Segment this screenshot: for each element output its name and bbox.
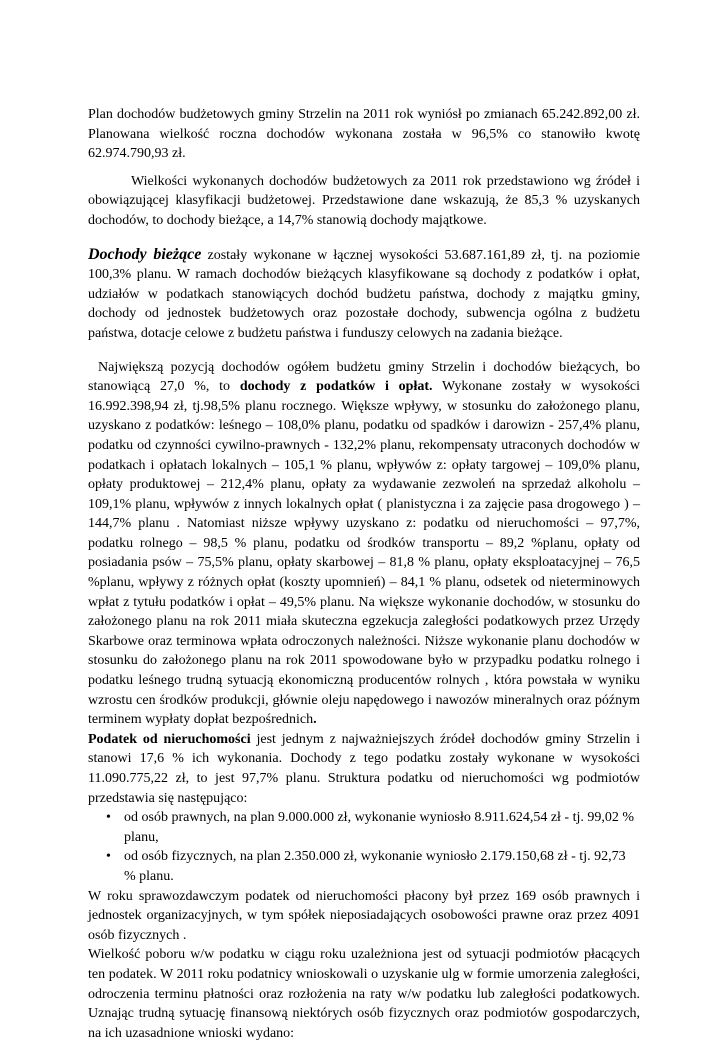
list-item-text: od osób fizycznych, na plan 2.350.000 zł, wykonanie wyniosło 2.179.150,68 zł - tj. 92,73 % planu. (124, 849, 626, 884)
bold-dochody-z-podatkow: dochody z podatków i opłat. (239, 379, 433, 395)
document-page (88, 105, 640, 1043)
bold-podatek-od-nieruchomosci: Podatek od nieruchomości (88, 731, 251, 747)
paragraph-podatki-i-oplaty (88, 358, 640, 730)
bold-period: . (313, 712, 317, 728)
text-podatki-intro: Największą pozycją dochodów ogółem budżetu gminy Strzelin i dochodów bieżących, bo stanowiącą 27,0 %, to (88, 359, 640, 395)
paragraph-dochody-biezace (88, 245, 640, 344)
paragraph-plan-dochodow: Plan dochodów budżetowych gminy Strzelin na 2011 rok wyniósł po zmianach 65.242.892,00 zł. Planowana wielkość roczna dochodów wykonana została w 96,5% co stanowiło kwotę 62.974.790,93 zł. (88, 107, 640, 162)
paragraph-wielkosci-dochodow: Wielkości wykonanych dochodów budżetowych za 2011 rok przedstawiono wg źródeł i obowiązującej klasyfikacji budżetowej. Przedstawione dane wskazują, że 85,3 % uzyskanych dochodów, to dochody bieżące, a 14,7% stanowią dochody majątkowe. (88, 173, 640, 228)
bullet-icon: • (106, 810, 111, 826)
list-item (88, 847, 640, 886)
text-dochody-biezace: zostały wykonane w łącznej wysokości 53.687.161,89 zł, tj. na poziomie 100,3% planu. W ramach dochodów bieżących klasyfikowane są dochody z podatków i opłat, udziałów w podatkach stanowiących dochód budżetu państwa, dochody z majątku gminy, dochody od jednostek budżetowych oraz pozostałe dochody, subwencja ogólna z budżetu państwa, dotacje celowe z budżetu państwa i funduszy celowych na zadania bieżące. (88, 247, 640, 341)
list-item (88, 808, 640, 847)
paragraph-podatnicy: W roku sprawozdawczym podatek od nieruchomości płacony był przez 169 osób prawnych i jednostek organizacyjnych, w tym spółek nieposiadających osobowości prawne oraz przez 4091 osób fizycznych . (88, 888, 640, 943)
list-item-text: od osób prawnych, na plan 9.000.000 zł, wykonanie wyniosło 8.911.624,54 zł - tj. 99,02 % planu, (124, 810, 635, 845)
paragraph-wielkosc-poboru: Wielkość poboru w/w podatku w ciągu roku uzależniona jest od sytuacji podmiotów płacących ten podatek. W 2011 roku podatnicy wnioskowali o uzyskanie ulg w formie umorzenia zaległości, odroczenia terminu płatności oraz rozłożenia na raty w/w podatku lub zaległości podatkowych. Uznając trudną sytuację finansową niektórych osób fizycznych oraz podmiotów gospodarczych, na ich uzasadnione wnioski wydano: (88, 947, 640, 1041)
paragraph-podatek-od-nieruchomosci (88, 730, 640, 808)
text-podatki-details: Wykonane zostały w wysokości 16.992.398,94 zł, tj.98,5% planu rocznego. Większe wpływy, w stosunku do założonego planu, uzyskano z podatków: leśnego – 108,0% planu, podatku od spadków i darowizn - 257,4% planu, podatku od czynności cywilno-prawnych - 132,2% planu, rekompensaty utraconych dochodów w podatkach i opłatach lokalnych – 105,1 % planu, wpływów z: opłaty targowej – 109,0% planu, opłaty produktowej – 212,4% planu, opłaty za wydawanie zezwoleń na sprzedaż alkoholu – 109,1% planu, wpływów z innych lokalnych opłat ( planistyczna i za zajęcie pasa drogowego ) – 144,7% planu . Natomiast niższe wpływy uzyskano z: podatku od nieruchomości – 97,7%, podatku rolnego – 98,5 % planu, podatku od środków transportu – 89,2 %planu, opłaty od posiadania psów – 75,5% planu, opłaty skarbowej – 81,8 % planu, opłaty eksploatacyjnej – 76,5 %planu, wpływy z różnych opłat (koszty upomnień) – 84,1 % planu, odsetek od nieterminowych wpłat z tytułu podatków i opłat – 49,5% planu. Na większe wykonanie dochodów, w stosunku do założonego planu na rok 2011 miała skuteczna egzekucja zaległości podatkowych przez Urzędy Skarbowe oraz terminowa wpłata odroczonych należności. Niższe wykonanie planu dochodów w stosunku do założonego planu na rok 2011 spowodowane było w przypadku podatku rolnego i podatku leśnego trudną sytuacją ekonomiczną producentów rolnych , która powstała w wyniku wzrostu cen środków produkcji, głównie oleju napędowego i nawozów mineralnych oraz późnym terminem wypłaty dopłat bezpośrednich (88, 379, 640, 728)
bullet-list (88, 808, 640, 886)
bullet-icon: • (106, 849, 111, 865)
text-podatek-od-nieruchomosci: jest jednym z najważniejszych źródeł dochodów gminy Strzelin i stanowi 17,6 % ich wykonania. Dochody z tego podatku zostały wykonane w wysokości 11.090.775,22 zł, to jest 97,7% planu. Struktura podatku od nieruchomości wg podmiotów przedstawia się następująco: (88, 731, 640, 806)
heading-dochody-biezace: Dochody bieżące (88, 245, 202, 263)
